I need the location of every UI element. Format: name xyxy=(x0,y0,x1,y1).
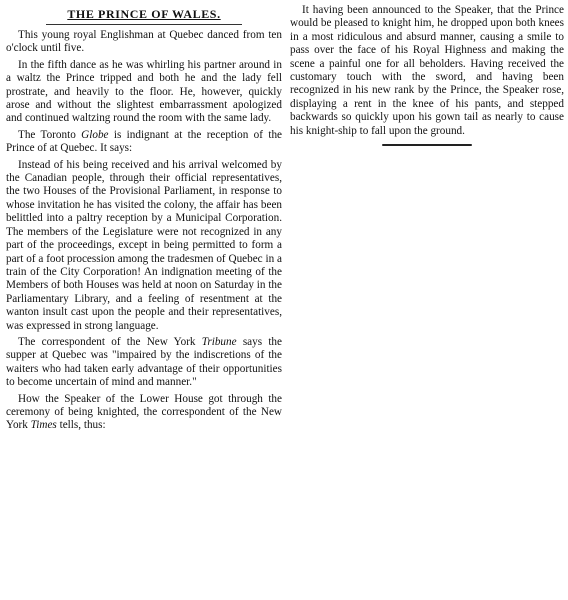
right-column xyxy=(290,0,564,146)
paragraph-tribune xyxy=(6,336,282,390)
paragraph-speaker-intro xyxy=(6,393,282,433)
newspaper-name-times: Times xyxy=(30,419,57,432)
article-end-rule xyxy=(382,144,472,146)
paragraph-fall: In the fifth dance as he was whirling his partner around in a waltz the Prince tripped and both he and the lady fell prostrate, and heavily to the floor. He, however, quickly arose and without the slightest embarrassment apologized and continued waltzing round the room with the same lady. xyxy=(6,58,282,125)
speaker-intro-text-b: tells, thus: xyxy=(56,419,106,432)
tribune-text-b: says the supper at Quebec was "impaired by the indiscretions of the waiters who had taken early advantage of their opportunities to become uncertain of mind and manner." xyxy=(6,335,282,389)
tribune-text-a: The correspondent of the New York xyxy=(18,335,202,348)
paragraph-dancing-intro: This young royal Englishman at Quebec danced from ten o'clock until five. xyxy=(6,29,282,55)
article-title: THE PRINCE OF WALES. xyxy=(67,7,221,21)
globe-intro-text-b: is indignant at the reception of the Prince of at Quebec. It says: xyxy=(6,128,282,155)
paragraph-globe-quote: Instead of his being received and his arrival welcomed by the Canadian people, through their official representatives, the two Houses of the Provisional Parliament, in response to whose invitation he has visited the colony, the affair has been belittled into a paltry reception by a Municipal Corporation. The members of the Legislature were not recognized in any part of the proceedings, except in being permitted to form a part of a foot procession among the tradesmen of Quebec in a train of the City Corporation! An indignation meeting of the Members of both Houses was held at noon on Saturday in the Parliamentary Library, and a feeling of resentment at the wanton insult cast upon the people and their representatives, was expressed in strong language. xyxy=(6,158,282,332)
newspaper-name-tribune: Tribune xyxy=(201,335,237,348)
globe-intro-text-a: The Toronto xyxy=(18,128,82,141)
left-column xyxy=(6,0,282,436)
paragraph-globe-intro xyxy=(6,129,282,156)
speaker-intro-text-a: How the Speaker of the Lower House got through the ceremony of being knighted, the correspondent of the New York xyxy=(6,392,282,432)
newspaper-name-globe: Globe xyxy=(81,128,109,141)
title-rule xyxy=(46,24,242,25)
paragraph-knighting: It having been announced to the Speaker, that the Prince would be pleased to knight him, he dropped upon both knees in a most ridiculous and absurd manner, causing a smile to pass over the face of his Royal Highness and making the scene a painful one for all beholders. Having received the customary touch with the sword, and having been recognized in his new rank by the Prince, the Speaker rose, displaying a rent in the knee of his pants, and stepped backwards so quickly upon his gown tail as nearly to cause his knight-ship to fall upon the ground. xyxy=(290,4,564,137)
